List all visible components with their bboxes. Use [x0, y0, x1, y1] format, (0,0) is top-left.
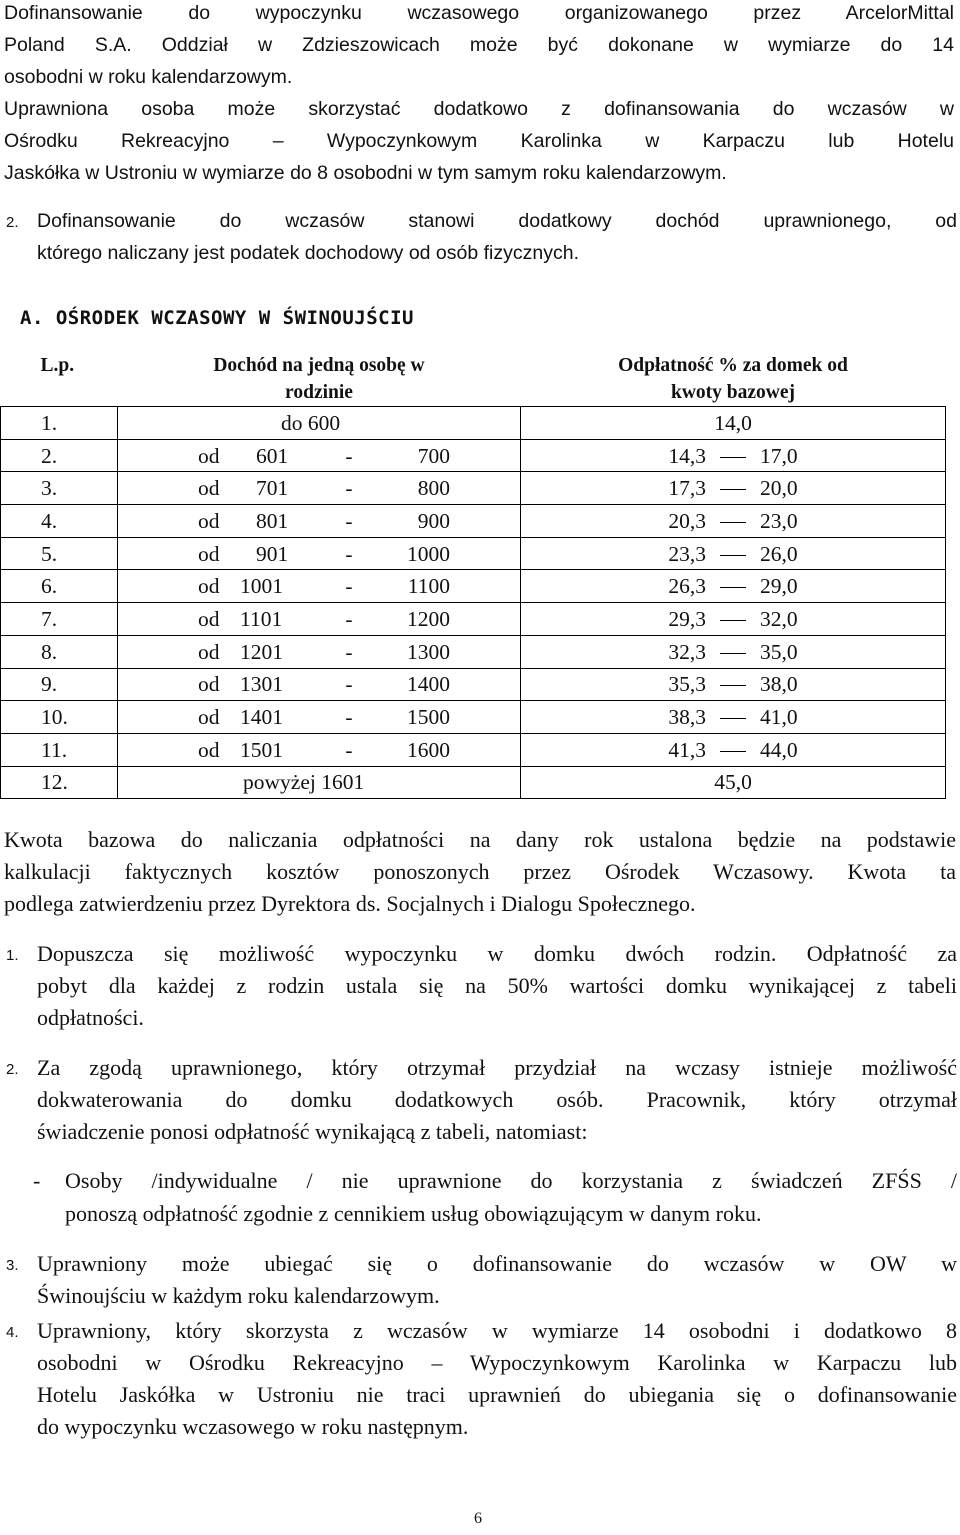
list-item-line: Świnoujściu w każdym roku kalendarzowym. [37, 1283, 440, 1308]
income-to: 800 [417, 476, 450, 501]
base-amount-line: Kwota bazowa do naliczania odpłatności na dany rok ustalona będzie na podstawie [4, 827, 956, 852]
header-lp: L.p. [40, 355, 75, 376]
cell-lp [1, 701, 118, 734]
list-number: 2. [6, 214, 19, 231]
table-row [1, 733, 946, 766]
range-dash [720, 737, 746, 752]
income-separator: - [345, 705, 353, 730]
range-dash [720, 704, 746, 719]
income-prefix: od [198, 737, 220, 762]
table-row [1, 635, 946, 668]
payment-from: 29,3 [668, 606, 706, 631]
income-range [118, 737, 520, 763]
list-number: 3. [6, 1257, 19, 1274]
income-prefix: od [198, 508, 220, 533]
list-item-line: Uprawniony może ubiegać się o dofinansowanie do wczasów w OW w [37, 1251, 957, 1276]
base-amount-line: podlega zatwierdzeniu przez Dyrektora ds. Socjalnych i Dialogu Społecznego. [4, 891, 696, 916]
payment-to: 20,0 [760, 476, 798, 501]
payment-to: 23,0 [760, 508, 798, 533]
table-row [1, 668, 946, 701]
payment-to: 44,0 [760, 737, 798, 762]
cell-income [118, 439, 521, 472]
income-separator: - [345, 508, 353, 533]
payment-from: 35,3 [668, 672, 706, 697]
cell-payment [521, 668, 946, 701]
income-to: 1100 [407, 574, 450, 599]
header-income-line: rodzinie [285, 382, 353, 403]
income-range [118, 639, 520, 665]
intro-line: Jaskółka w Ustroniu w wymiarze do 8 osobodni w tym samym roku kalendarzowym. [4, 162, 727, 184]
payment-to: 41,0 [760, 705, 798, 730]
income-to: 1000 [407, 541, 450, 566]
cell-lp [1, 537, 118, 570]
list-item-line: osobodni w Ośrodku Rekreacyjno – Wypoczynkowym Karolinka w Karpaczu lub [37, 1350, 957, 1375]
intro-line: Ośrodku Rekreacyjno – Wypoczynkowym Karolinka w Karpaczu lub Hotelu [4, 130, 954, 152]
header-payment-line: kwoty bazowej [670, 382, 796, 403]
table-row [1, 505, 946, 538]
range-dash [720, 475, 746, 490]
income-range [118, 704, 520, 730]
list-item-line: Dopuszcza się możliwość wypoczynku w domku dwóch rodzin. Odpłatność za [37, 941, 957, 966]
payment-range [668, 508, 797, 534]
cell-payment [521, 407, 946, 440]
cell-payment [521, 733, 946, 766]
income-prefix: od [198, 541, 220, 566]
list-number: 1. [6, 947, 19, 964]
cell-lp [1, 603, 118, 636]
table-row [1, 472, 946, 505]
page-number: 6 [474, 1510, 482, 1527]
tax-note-line: którego naliczany jest podatek dochodowy od osób fizycznych. [37, 242, 579, 264]
payment-from: 41,3 [668, 737, 706, 762]
range-dash [720, 541, 746, 556]
list-item-line: Za zgodą uprawnionego, który otrzymał przydział na wczasy istnieje możliwość [37, 1055, 957, 1080]
cell-lp [1, 668, 118, 701]
tax-note-line: Dofinansowanie do wczasów stanowi dodatkowy dochód uprawnionego, od [37, 210, 957, 232]
payment-from: 20,3 [668, 508, 706, 533]
intro-line: osobodni w roku kalendarzowym. [4, 66, 293, 88]
table-row [1, 701, 946, 734]
income-separator: - [345, 737, 353, 762]
cell-lp [1, 407, 118, 440]
list-item-line: Hotelu Jaskółka w Ustroniu nie traci uprawnień do ubiegania się o dofinansowanie [37, 1382, 957, 1407]
range-dash [720, 671, 746, 686]
payment-from: 23,3 [668, 541, 706, 566]
intro-line: Uprawniona osoba może skorzystać dodatkowo z dofinansowania do wczasów w [4, 98, 954, 120]
income-range [118, 573, 520, 599]
table-row [1, 537, 946, 570]
payment-to: 17,0 [760, 443, 798, 468]
income-from: 901 [256, 541, 289, 566]
payment-range [668, 606, 797, 632]
table-row [1, 570, 946, 603]
header-payment-line: Odpłatność % za domek od [618, 355, 848, 376]
cell-income [118, 570, 521, 603]
base-amount-line: kalkulacji faktycznych kosztów ponoszonych przez Ośrodek Wczasowy. Kwota ta [4, 859, 956, 884]
payment-range [668, 541, 797, 567]
list-item-line: Uprawniony, który skorzysta z wczasów w wymiarze 14 osobodni i dodatkowo 8 [37, 1318, 957, 1343]
range-dash [720, 508, 746, 523]
income-from: 801 [256, 508, 289, 533]
row-number: 2. [41, 443, 58, 468]
cell-income [118, 603, 521, 636]
income-separator: - [345, 476, 353, 501]
payment-from: 14,3 [668, 443, 706, 468]
income-prefix: od [198, 443, 220, 468]
income-range [118, 541, 520, 567]
income-to: 1200 [407, 606, 450, 631]
cell-income [118, 635, 521, 668]
list-item-line: świadczenie ponosi odpłatność wynikającą z tabeli, natomiast: [37, 1119, 588, 1144]
payment-range [668, 704, 797, 730]
list-number: 4. [6, 1324, 19, 1341]
cell-lp [1, 766, 118, 799]
income-separator: - [345, 606, 353, 631]
cell-payment [521, 766, 946, 799]
range-dash [720, 443, 746, 458]
income-range [118, 671, 520, 697]
intro-line: Dofinansowanie do wypoczynku wczasowego organizowanego przez ArcelorMittal [4, 2, 954, 24]
cell-payment [521, 505, 946, 538]
dash-item-line: ponoszą odpłatność zgodnie z cennikiem usług obowiązującym w danym roku. [65, 1201, 762, 1226]
payment-range [668, 671, 797, 697]
payment-range [668, 737, 797, 763]
cell-lp [1, 570, 118, 603]
cell-income [118, 472, 521, 505]
cell-payment [521, 635, 946, 668]
row-number: 3. [41, 476, 58, 501]
income-prefix: od [198, 606, 220, 631]
cell-lp [1, 505, 118, 538]
income-prefix: od [198, 574, 220, 599]
income-separator: - [345, 672, 353, 697]
table-row [1, 407, 946, 440]
cell-income [118, 733, 521, 766]
cell-payment [521, 537, 946, 570]
payment-range [668, 475, 797, 501]
row-number: 10. [41, 705, 68, 730]
payment-to: 35,0 [760, 639, 798, 664]
cell-lp [1, 733, 118, 766]
cell-income [118, 407, 521, 440]
row-number: 12. [41, 770, 68, 795]
income-to: 1400 [407, 672, 450, 697]
section-heading: A. OŚRODEK WCZASOWY W ŚWINOUJŚCIU [20, 307, 414, 329]
payment-from: 32,3 [668, 639, 706, 664]
row-number: 7. [41, 606, 58, 631]
payment-value: 45,0 [714, 770, 752, 795]
income-from: 1401 [240, 705, 283, 730]
row-number: 9. [41, 672, 58, 697]
income-from: 1201 [240, 639, 283, 664]
row-number: 1. [41, 410, 58, 435]
income-from: 601 [256, 443, 289, 468]
cell-income [118, 668, 521, 701]
payment-value: 14,0 [714, 410, 752, 435]
payment-to: 32,0 [760, 606, 798, 631]
income-range: do 600 [281, 410, 341, 435]
dash-item-line: Osoby /indywidualne / nie uprawnione do korzystania z świadczeń ZFŚS / [65, 1168, 957, 1193]
range-dash [720, 573, 746, 588]
income-prefix: od [198, 672, 220, 697]
payment-from: 38,3 [668, 705, 706, 730]
income-from: 1001 [240, 574, 283, 599]
income-from: 701 [256, 476, 289, 501]
income-separator: - [345, 639, 353, 664]
payment-to: 29,0 [760, 574, 798, 599]
income-to: 700 [417, 443, 450, 468]
cell-payment [521, 439, 946, 472]
payment-table [0, 352, 946, 799]
cell-income [118, 537, 521, 570]
payment-from: 26,3 [668, 574, 706, 599]
table-row [1, 766, 946, 799]
list-item-line: pobyt dla każdej z rodzin ustala się na 50% wartości domku wynikającej z tabeli [37, 973, 957, 998]
row-number: 6. [41, 574, 58, 599]
cell-lp [1, 635, 118, 668]
income-prefix: od [198, 705, 220, 730]
cell-income [118, 766, 521, 799]
payment-to: 38,0 [760, 672, 798, 697]
cell-payment [521, 603, 946, 636]
cell-payment [521, 570, 946, 603]
list-item-line: odpłatności. [37, 1005, 144, 1030]
cell-income [118, 505, 521, 538]
income-range [118, 606, 520, 632]
row-number: 5. [41, 541, 58, 566]
income-prefix: od [198, 639, 220, 664]
dash-bullet: - [33, 1168, 41, 1193]
row-number: 4. [41, 508, 58, 533]
income-from: 1101 [240, 606, 283, 631]
income-separator: - [345, 541, 353, 566]
income-range [118, 508, 520, 534]
list-number: 2. [6, 1061, 19, 1078]
payment-range [668, 639, 797, 665]
payment-range [668, 443, 797, 469]
income-from: 1301 [240, 672, 283, 697]
cell-payment [521, 701, 946, 734]
header-income [118, 352, 521, 407]
list-item-line: do wypoczynku wczasowego w roku następnym. [37, 1414, 469, 1439]
income-to: 1500 [407, 705, 450, 730]
income-separator: - [345, 574, 353, 599]
intro-line: Poland S.A. Oddział w Zdzieszowicach może być dokonane w wymiarze do 14 [4, 34, 954, 56]
table-row [1, 439, 946, 472]
table-row [1, 603, 946, 636]
payment-range [668, 573, 797, 599]
header-income-line: Dochód na jedną osobę w [213, 355, 425, 376]
cell-lp [1, 439, 118, 472]
income-to: 900 [417, 508, 450, 533]
header-payment [521, 352, 946, 407]
range-dash [720, 639, 746, 654]
payment-to: 26,0 [760, 541, 798, 566]
row-number: 11. [41, 737, 68, 762]
cell-payment [521, 472, 946, 505]
income-to: 1600 [407, 737, 450, 762]
income-range: powyżej 1601 [243, 770, 365, 795]
payment-from: 17,3 [668, 476, 706, 501]
range-dash [720, 606, 746, 621]
table-header-row [1, 352, 946, 407]
list-item-line: dokwaterowania do domku dodatkowych osób. Pracownik, który otrzymał [37, 1087, 957, 1112]
income-from: 1501 [240, 737, 283, 762]
income-range [118, 475, 520, 501]
income-to: 1300 [407, 639, 450, 664]
row-number: 8. [41, 639, 58, 664]
income-separator: - [345, 443, 353, 468]
cell-lp [1, 472, 118, 505]
income-range [118, 443, 520, 469]
cell-income [118, 701, 521, 734]
income-prefix: od [198, 476, 220, 501]
